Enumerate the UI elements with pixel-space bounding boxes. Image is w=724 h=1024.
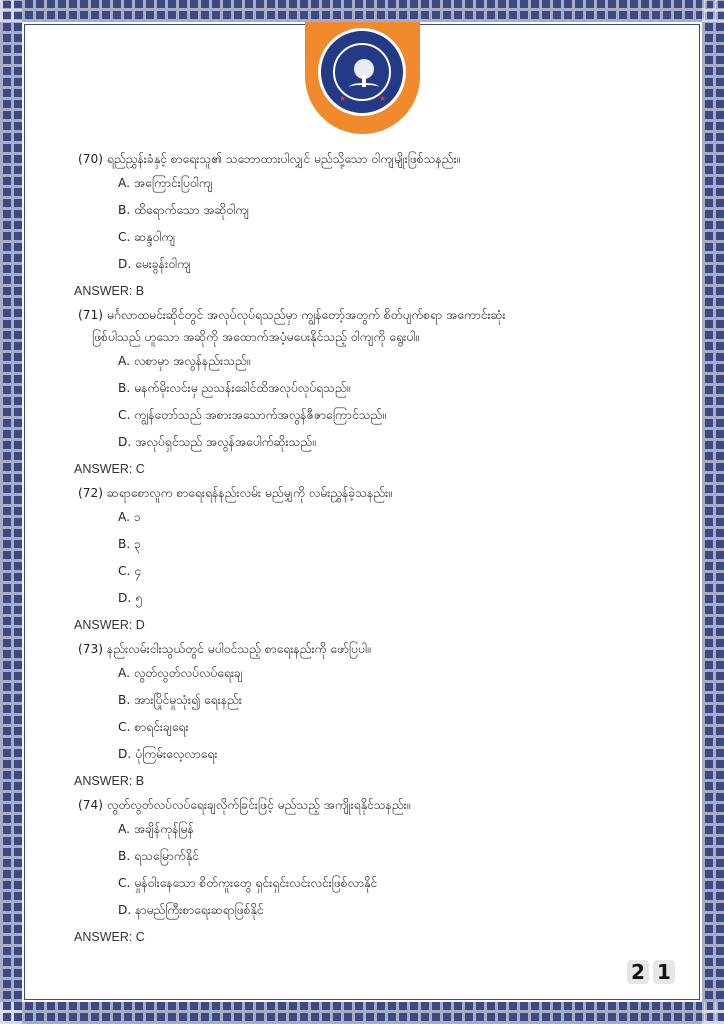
question-number: (72) (78, 486, 104, 500)
school-logo-emblem (318, 28, 406, 116)
question-prompt-continued: ဖြစ်ပါသည် ဟူသော အဆိုကို အထောက်အပံ့မပေးနိုင်သည့် ဝါကျကို ရွေးပါ။ (92, 330, 419, 344)
option-c: C. မှုန်ဝါးနေသော စိတ်ကူးတွေ ရှင်းရှင်းလင်းလင်းဖြစ်လာနိုင် (118, 876, 378, 890)
page-number (627, 960, 675, 984)
option-b: B. ရသမြောက်နိုင် (118, 849, 199, 863)
option-c: C. ကျွန်တော်သည် အစားအသောက်အလွန်ဇီဇာကြောင်သည်။ (118, 408, 386, 422)
question-text (76, 638, 676, 660)
question-block (76, 794, 676, 950)
question-number: (73) (78, 642, 104, 656)
option-c: C. ဆန္ဒဝါကျ (118, 230, 176, 244)
question-text (76, 304, 676, 326)
question-prompt: မင်္ဂလာထမင်းဆိုင်တွင် အလုပ်လုပ်ရသည်မှာ ကျွန်တော့်အတွက် စိတ်ပျက်စရာ အကောင်းဆုံး (106, 308, 506, 322)
option-a: A. ၁ (118, 510, 141, 524)
answer-label: ANSWER: B (74, 774, 145, 788)
answer-label: ANSWER: C (74, 930, 145, 944)
question-block (76, 148, 676, 304)
question-prompt: လွတ်လွတ်လပ်လပ်ရေးချလိုက်ခြင်းဖြင့် မည်သည့် အကျိုးရနိုင်သနည်း။ (106, 798, 411, 812)
answer-label: ANSWER: B (74, 284, 145, 298)
border-pattern-left (0, 0, 22, 1024)
answer-label: ANSWER: D (74, 618, 145, 632)
border-pattern-top (0, 0, 724, 22)
answer-label: ANSWER: C (74, 462, 145, 476)
logo-inner-ring (333, 43, 391, 101)
border-pattern-right (702, 0, 724, 1024)
question-list (76, 148, 676, 950)
option-a: A. အကြောင်းပြဝါကျ (118, 176, 213, 190)
page-number-digit: 1 (653, 960, 675, 984)
option-b: B. ၃ (118, 537, 141, 551)
open-book-icon (349, 83, 379, 91)
question-block (76, 638, 676, 794)
option-d: D. နာမည်ကြီးစာရေးဆရာဖြစ်နိုင် (118, 903, 264, 917)
question-block (76, 482, 676, 638)
option-a: A. လွတ်လွတ်လပ်လပ်ရေးချ (118, 666, 243, 680)
star-icon: ★ (379, 94, 387, 103)
question-prompt: ဆရာစောလူက စာရေးရန်နည်းလမ်း မည်မျှကို လမ်းညွှန်ခဲ့သနည်း။ (106, 486, 392, 500)
option-b: B. မနက်မိုးလင်းမှ ညသန်းခေါင်ထိအလုပ်လုပ်ရသည်။ (118, 381, 351, 395)
question-number: (74) (78, 798, 104, 812)
question-text (76, 794, 676, 816)
option-a: A. လစာမှာ အလွန်နည်းသည်။ (118, 354, 251, 368)
option-d: D. မေးခွန်းဝါကျ (118, 257, 191, 271)
question-prompt: ရည်ညွှန်းခံနှင့် စာရေးသူ၏ သဘောထားပါလျှင် မည်သို့သော ဝါကျမျိုးဖြစ်သနည်း။ (106, 152, 461, 166)
option-a: A. အချိန်ကုန်မြန် (118, 822, 194, 836)
option-c: C. ၄ (118, 564, 142, 578)
option-c: C. စာရင်းချရေး (118, 720, 189, 734)
question-number: (71) (78, 308, 104, 322)
question-block (76, 304, 676, 482)
option-b: B. အားပြိုင်မှုသုံး၍ ရေးနည်း (118, 693, 242, 707)
question-number: (70) (78, 152, 104, 166)
option-d: D. ၅ (118, 591, 142, 605)
page-number-digit: 2 (627, 960, 649, 984)
question-prompt: နည်းလမ်းငါးသွယ်တွင် မပါဝင်သည့် စာရေးနည်းကို ဖော်ပြပါ။ (106, 642, 371, 656)
star-icon: ★ (339, 94, 347, 103)
option-d: D. အလုပ်ရှင်သည် အလွန်အပေါက်ဆိုးသည်။ (118, 435, 316, 449)
option-d: D. ပုံကြမ်းလေ့လာရေး (118, 747, 218, 761)
option-b: B. ထိရောက်သော အဆိုဝါကျ (118, 203, 250, 217)
question-text (76, 482, 676, 504)
question-text (76, 148, 676, 170)
border-pattern-bottom (0, 1002, 724, 1024)
logo-tab (305, 22, 420, 134)
